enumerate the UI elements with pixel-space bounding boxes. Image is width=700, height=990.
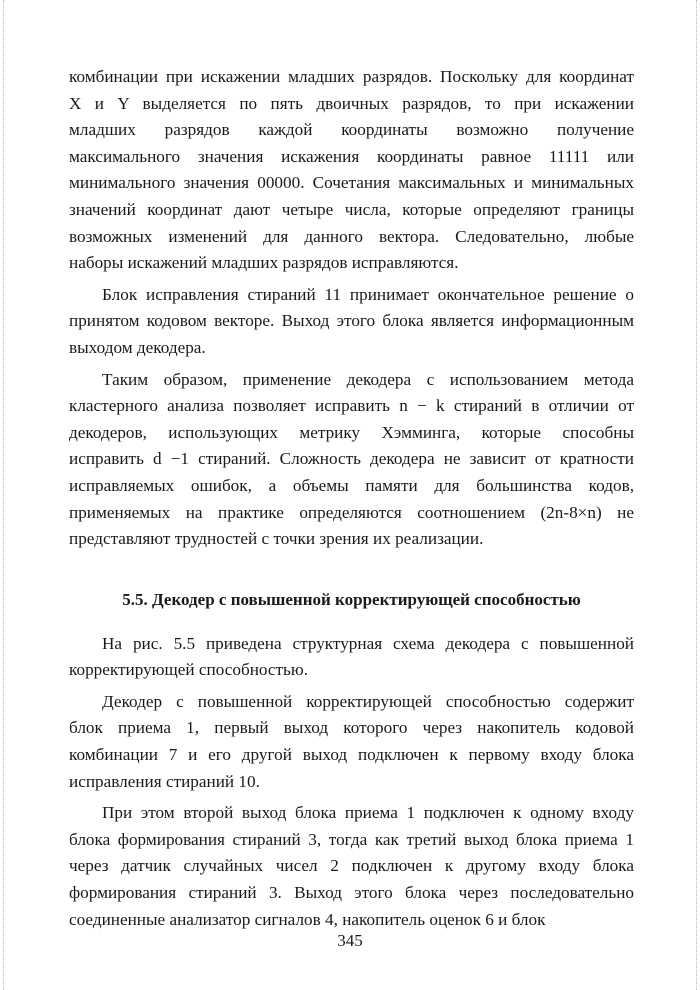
text-line: Блок исправления стираний 11 принимает окончательное решение о [102,284,634,304]
text-line: комбинации при искажении младших разрядов. Поскольку для координат [69,67,634,86]
paragraph [69,367,634,553]
text-line: На рис. 5.5 приведена структурная схема декодера с повышенной [102,633,634,653]
text-line: минимального значения 00000. Сочетания максимальных и минимальных [69,173,634,193]
text-line: исправить d −1 стираний. Сложность декодера не зависит от кратности [69,449,634,469]
paragraph [69,282,634,362]
text-line: представляют трудностей с точки зрения их реализации. [69,529,484,549]
text-line: X и Y выделяется по пять двоичных разрядов, то при искажении [69,93,634,113]
text-line: выходом декодера. [69,337,206,357]
text-line: корректирующей способностью. [69,660,309,680]
page-edge-left [3,0,4,990]
text-line: При этом второй выход блока приема 1 подключен к одному входу [102,803,634,823]
text-line: Декодер с повышенной корректирующей способностью содержит [102,691,634,711]
text-line: блок приема 1, первый выход которого через накопитель кодовой [69,718,634,738]
paragraph [69,64,634,277]
text-line: формирования стираний 3. Выход этого блока через последовательно [69,883,634,903]
paragraph [69,631,634,684]
page-edge-right [696,0,697,990]
text-line: комбинации 7 и его другой выход подключен к первому входу блока [69,745,634,765]
body-text-bottom [69,631,634,934]
body-text-top [69,64,634,553]
text-line: принятом кодовом векторе. Выход этого блока является информационным [69,311,634,331]
text-line: максимального значения искажения координаты равное 11111 или [69,146,634,166]
paragraph [69,800,634,933]
text-line: кластерного анализа позволяет исправить n − k стираний в отличии от [69,396,634,416]
text-line: возможных изменений для данного вектора. Следовательно, любые [69,226,634,246]
text-line: Таким образом, применение декодера с использованием метода [102,369,634,389]
text-line: значений координат дают четыре числа, которые определяют границы [69,199,634,219]
section-heading: 5.5. Декодер с повышенной корректирующей способностью [122,589,581,609]
text-line: через датчик случайных чисел 2 подключен к другому входу блока [69,856,634,876]
text-line: исправления стираний 10. [69,771,260,791]
text-line: наборы искажений младших разрядов исправляются. [69,253,459,273]
text-line: младших разрядов каждой координаты возможно получение [69,120,634,140]
paragraph [69,689,634,795]
text-line: декодеров, использующих метрику Хэмминга, которые способны [69,422,634,442]
page-number: 345 [337,931,363,950]
text-line: блока формирования стираний 3, тогда как третий выход блока приема 1 [69,829,634,849]
text-line: соединенные анализатор сигналов 4, накопитель оценок 6 и блок [69,909,546,929]
text-line: исправляемых ошибок, а объемы памяти для большинства кодов, [69,475,634,495]
text-line: применяемых на практике определяются соотношением (2n-8×n) не [69,502,634,522]
document-page [69,64,634,933]
